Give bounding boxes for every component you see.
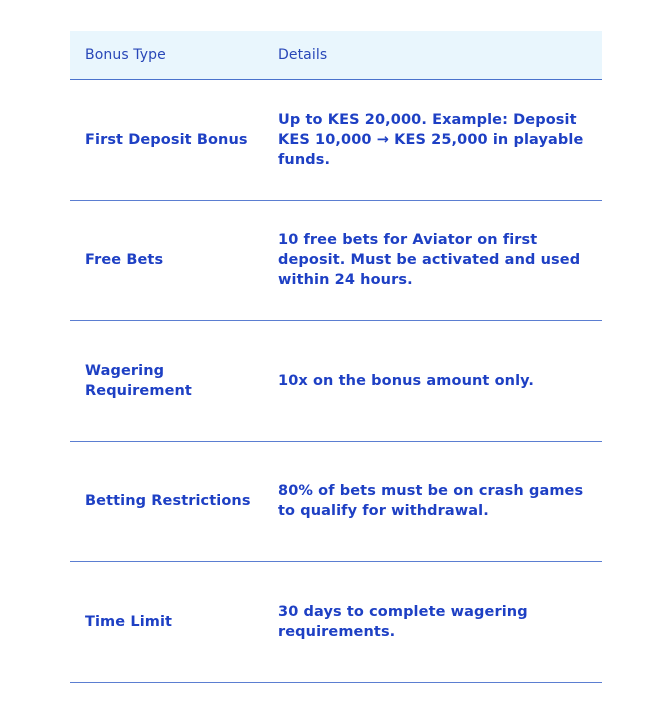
- cell-bonus-type: Time Limit: [85, 613, 173, 630]
- table-row: [70, 562, 602, 683]
- header-cell-bonus-type: Bonus Type: [85, 47, 166, 63]
- bonus-terms-table: [70, 31, 602, 683]
- cell-details: 30 days to complete wagering requirements.: [278, 603, 528, 640]
- table-row: [70, 321, 602, 442]
- table-header-row: [70, 31, 602, 80]
- cell-bonus-type: First Deposit Bonus: [85, 131, 248, 148]
- cell-details: 10 free bets for Aviator on first deposit. Must be activated and used within 24 hours.: [278, 232, 581, 289]
- cell-details: 10x on the bonus amount only.: [278, 372, 534, 389]
- cell-bonus-type: Betting Restrictions: [85, 493, 251, 510]
- header-cell-details: Details: [278, 47, 328, 63]
- cell-bonus-type: Free Bets: [85, 252, 164, 269]
- table-row: [70, 201, 602, 322]
- cell-details: Up to KES 20,000. Example: Deposit KES 10,000 → KES 25,000 in playable funds.: [278, 111, 584, 168]
- cell-details: 80% of bets must be on crash games to qualify for withdrawal.: [278, 483, 584, 520]
- cell-bonus-type: Wagering Requirement: [85, 362, 192, 399]
- table-row: [70, 80, 602, 201]
- table-row: [70, 442, 602, 563]
